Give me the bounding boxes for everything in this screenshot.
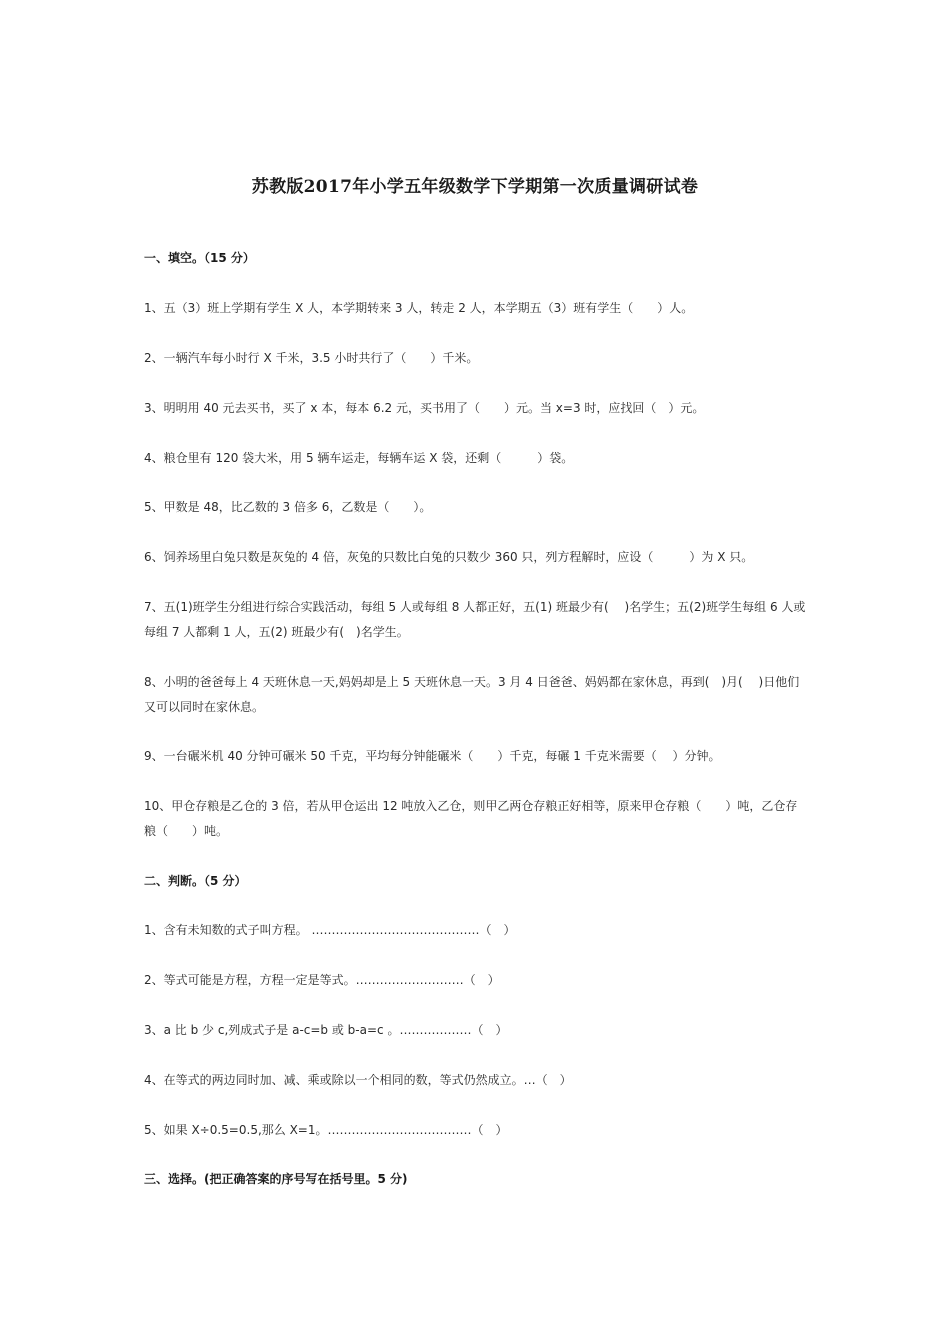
question-fill-9: 9、一台碾米机 40 分钟可碾米 50 千克，平均每分钟能碾米（ ）千克，每碾 1 千克米需要（ ）分钟。 [144, 749, 721, 763]
question-fill-7: 7、五(1)班学生分组进行综合实践活动，每组 5 人或每组 8 人都正好，五(1) 班最少有( )名学生；五(2)班学生每组 6 人或每组 7 人都剩 1 人，五(2) 班最少有( )名学生。 [144, 600, 806, 639]
question-fill-5: 5、甲数是 48，比乙数的 3 倍多 6，乙数是（ ）。 [144, 500, 432, 514]
question-fill-4: 4、粮仓里有 120 袋大米，用 5 辆车运走，每辆车运 X 袋，还剩（ ）袋。 [144, 451, 574, 465]
section-heading-true-false: 二、判断。（5 分） [144, 874, 247, 888]
section-heading-choice: 三、选择。(把正确答案的序号写在括号里。5 分) [144, 1172, 408, 1186]
question-fill-6: 6、饲养场里白兔只数是灰兔的 4 倍，灰兔的只数比白兔的只数少 360 只，列方程解时，应设（ ）为 X 只。 [144, 550, 754, 564]
question-fill-1: 1、五（3）班上学期有学生 X 人，本学期转来 3 人，转走 2 人，本学期五（3）班有学生（ ）人。 [144, 301, 694, 315]
question-judge-4: 4、在等式的两边同时加、减、乘或除以一个相同的数，等式仍然成立。…（ ） [144, 1073, 572, 1087]
question-fill-3: 3、明明用 40 元去买书，买了 x 本，每本 6.2 元，买书用了（ ）元。当 x=3 时，应找回（ ）元。 [144, 401, 705, 415]
question-judge-5: 5、如果 X÷0.5=0.5,那么 X=1。………………………………（ ） [144, 1123, 508, 1137]
document-title: 苏教版2017年小学五年级数学下学期第一次质量调研试卷 [251, 177, 699, 197]
question-judge-2: 2、等式可能是方程，方程一定是等式。………………………（ ） [144, 973, 500, 987]
question-fill-2: 2、一辆汽车每小时行 X 千米，3.5 小时共行了（ ）千米。 [144, 351, 479, 365]
question-judge-3: 3、a 比 b 少 c,列成式子是 a-c=b 或 b-a=c 。………………（ ） [144, 1023, 508, 1037]
section-heading-fill-blank: 一、填空。（15 分） [144, 251, 255, 265]
question-judge-1: 1、含有未知数的式子叫方程。 ……………………………………（ ） [144, 923, 516, 937]
question-fill-10: 10、甲仓存粮是乙仓的 3 倍，若从甲仓运出 12 吨放入乙仓，则甲乙两仓存粮正好相等，原来甲仓存粮（ ）吨，乙仓存粮（ ）吨。 [144, 799, 798, 838]
question-fill-8: 8、小明的爸爸每上 4 天班休息一天,妈妈却是上 5 天班休息一天。3 月 4 日爸爸、妈妈都在家休息，再到( )月( )日他们又可以同时在家休息。 [144, 675, 800, 714]
